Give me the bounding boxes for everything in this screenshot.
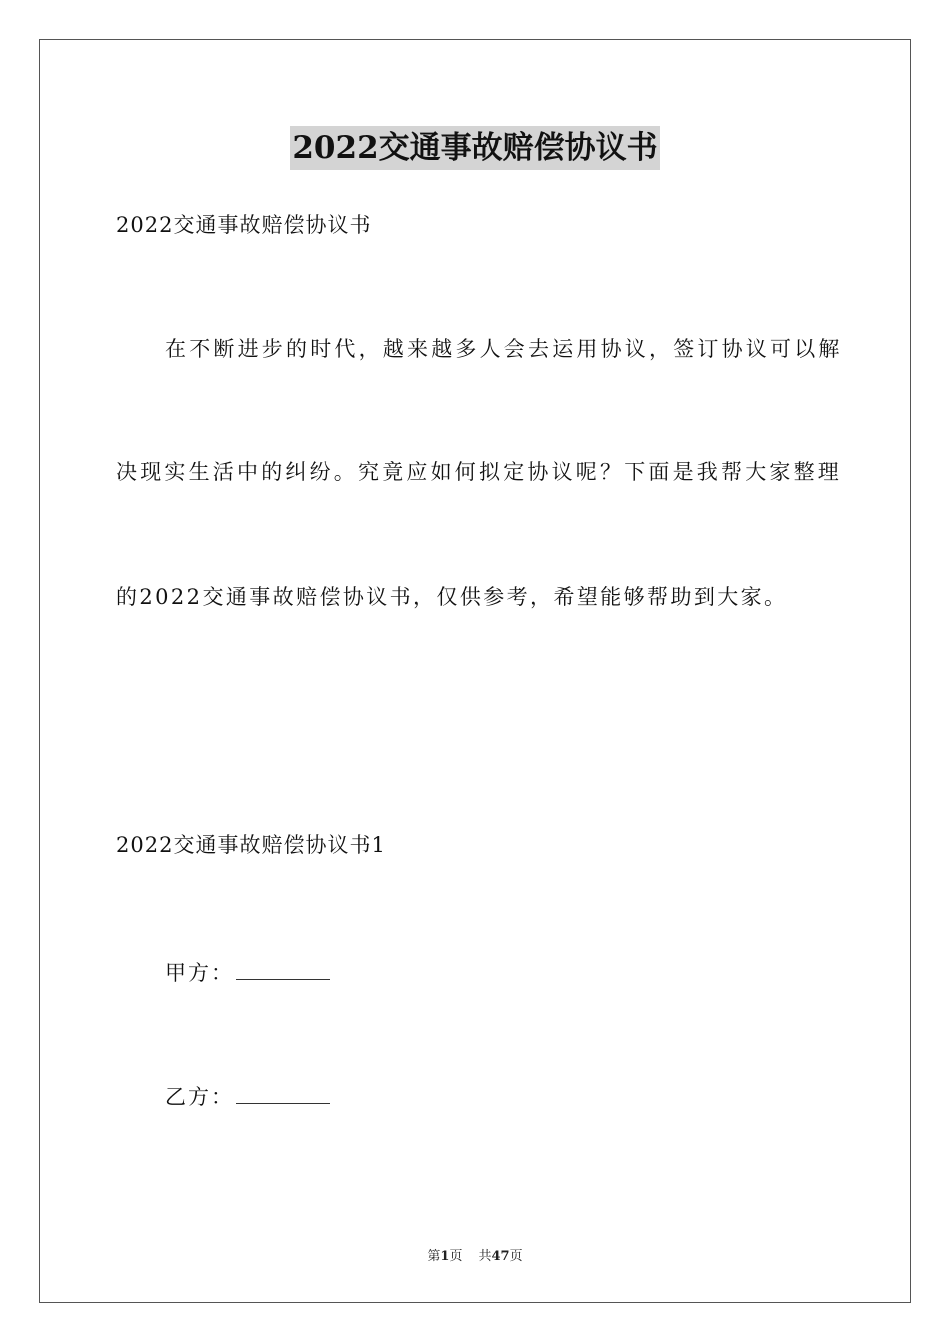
party-a-blank[interactable] xyxy=(236,957,330,980)
title-container xyxy=(0,126,950,170)
page-prefix: 第 xyxy=(427,1249,441,1264)
total-suffix: 页 xyxy=(509,1249,523,1264)
party-b-row xyxy=(165,1081,330,1112)
document-title: 2022交通事故赔偿协议书 xyxy=(290,126,659,170)
party-a-row xyxy=(165,957,330,988)
page-number: 1 xyxy=(440,1249,450,1264)
party-a-label: 甲方： xyxy=(165,961,234,985)
intro-line-2: 决现实生活中的纠纷。究竟应如何拟定协议呢？下面是我帮大家整理 xyxy=(116,460,842,484)
total-pages: 47 xyxy=(491,1249,510,1264)
page-footer xyxy=(0,1247,950,1267)
party-b-label: 乙方： xyxy=(165,1085,234,1109)
document-subtitle: 2022交通事故赔偿协议书 xyxy=(116,213,372,237)
party-b-blank[interactable] xyxy=(236,1081,330,1104)
section-heading: 2022交通事故赔偿协议书1 xyxy=(116,833,386,857)
page-suffix: 页 xyxy=(449,1249,463,1264)
intro-line-3: 的2022交通事故赔偿协议书，仅供参考，希望能够帮助到大家。 xyxy=(116,585,788,609)
intro-line-1: 在不断进步的时代，越来越多人会去运用协议，签订协议可以解 xyxy=(165,337,843,361)
total-prefix: 共 xyxy=(478,1249,492,1264)
